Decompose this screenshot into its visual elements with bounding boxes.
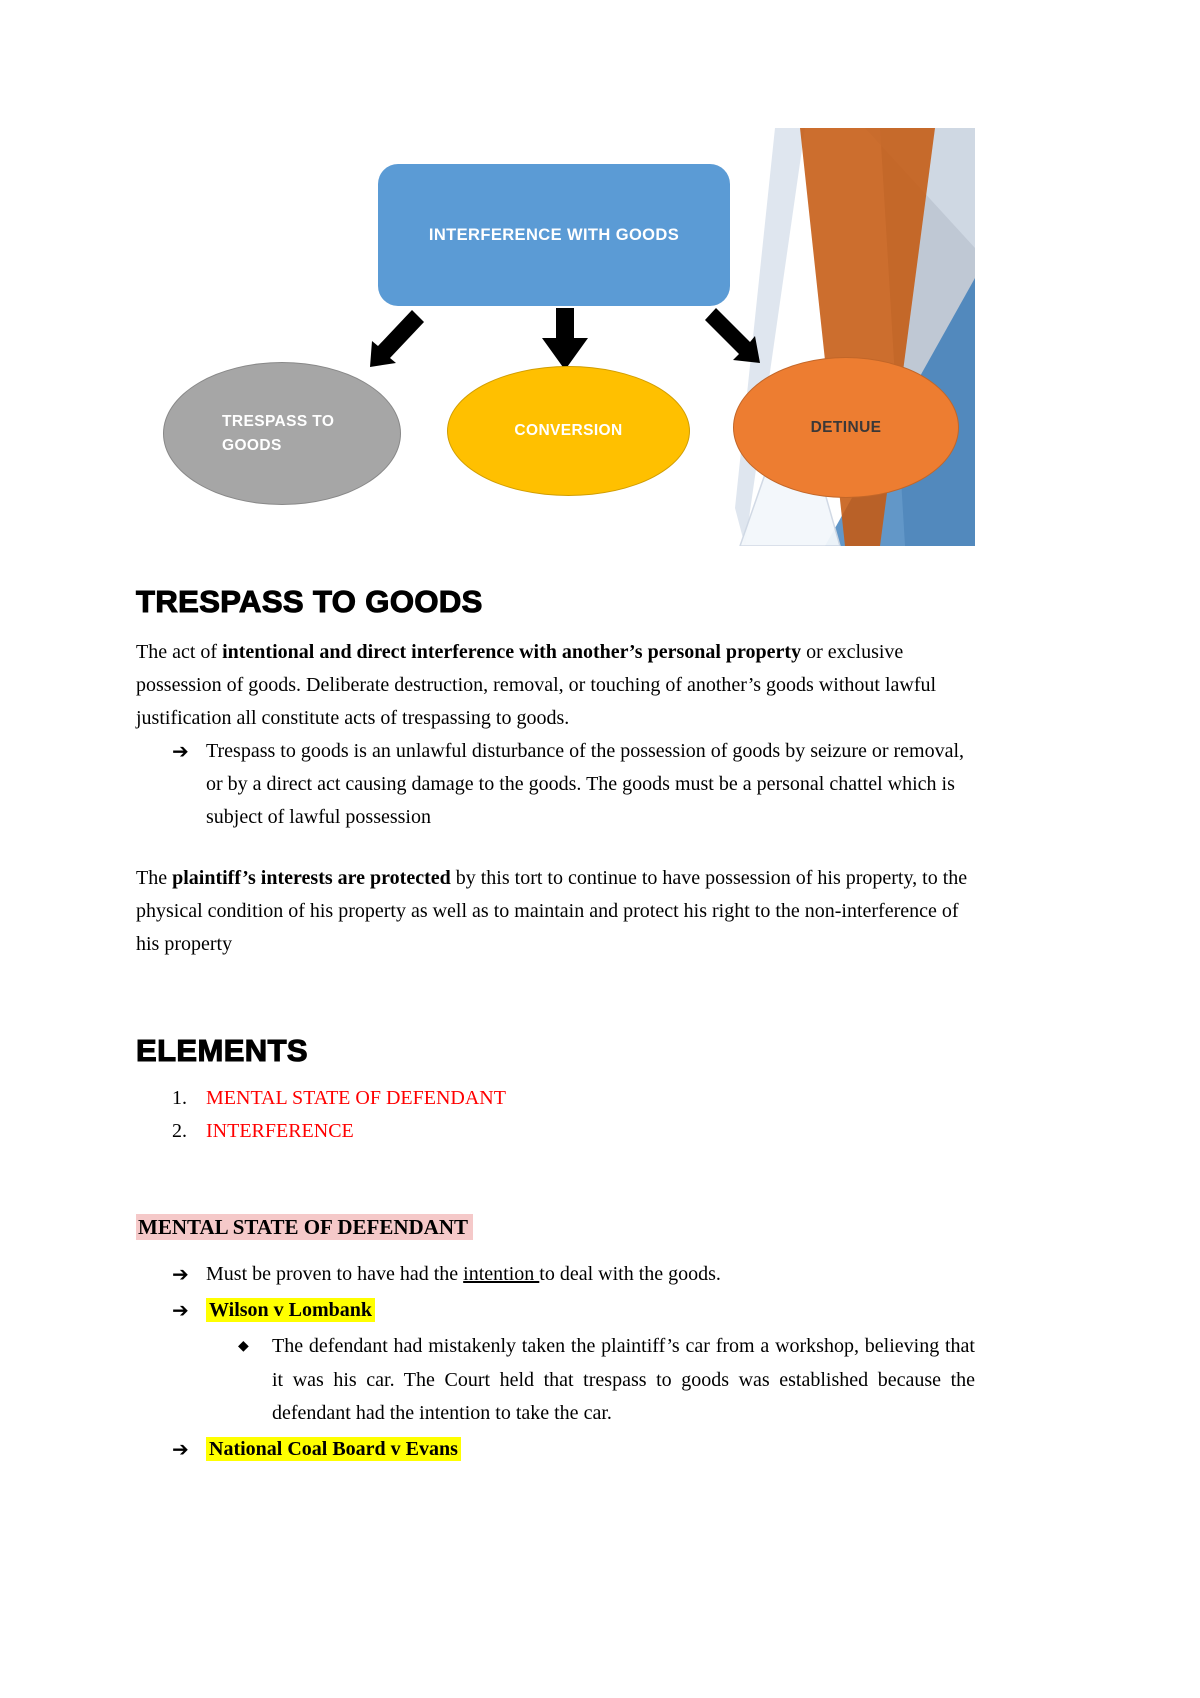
case-name-highlighted: National Coal Board v Evans [206, 1437, 461, 1461]
paragraph-definition [136, 636, 975, 736]
arrow-bullet-icon: ➔ [172, 1298, 189, 1323]
text-run: by this tort to continue to have possession of his property, to the physical condition of his property as well as to maintain and protect his right to the non-interference of his property [136, 866, 968, 956]
text-run: Must be proven to have had the [206, 1263, 464, 1286]
text-run-bold: plaintiff’s interests are protected [172, 866, 451, 889]
heading-mental-state [136, 1210, 975, 1245]
node-detinue [733, 357, 959, 498]
node-label: CONVERSION [514, 422, 623, 440]
list-number: 1. [172, 1086, 187, 1109]
diamond-bullet-icon: ◆ [238, 1338, 249, 1355]
bullet-text: The defendant had mistakenly taken the plaintiff’s car from a workshop, believing that it was his car. The Court held that trespass to goods was established because the defendant had the intention to take the car. [272, 1335, 975, 1424]
bullet-text [206, 1433, 975, 1466]
bullet-item-disturbance [172, 735, 975, 835]
node-label: DETINUE [810, 418, 882, 436]
text-run: The [136, 866, 173, 889]
elements-numbered-list [172, 1082, 975, 1148]
document-body [0, 586, 1200, 1466]
arrow-bullet-icon: ➔ [172, 1436, 189, 1461]
paragraph-plaintiff-interests [136, 862, 975, 962]
highlighted-heading-text: MENTAL STATE OF DEFENDANT [136, 1214, 473, 1240]
list-item-label: INTERFERENCE [206, 1119, 354, 1142]
node-interference-with-goods [378, 164, 730, 306]
bullet-item-intention [172, 1258, 975, 1291]
bullet-item-case-wilson [172, 1294, 975, 1327]
arrow-bullet-icon: ➔ [172, 739, 189, 764]
arrow-down-right-icon [705, 308, 760, 363]
heading-elements: ELEMENTS [136, 1033, 308, 1069]
bullet-text [206, 1294, 975, 1327]
arrow-bullet-icon: ➔ [172, 1262, 189, 1287]
list-item [172, 1115, 975, 1148]
list-item [172, 1082, 975, 1115]
node-conversion [447, 366, 690, 496]
text-run-bold: intentional and direct interference with another’s personal property [222, 640, 802, 663]
text-run: The act of [136, 640, 223, 663]
text-run-underlined: intention [463, 1263, 540, 1286]
arrow-down-left-icon [370, 310, 424, 367]
list-item-label: MENTAL STATE OF DEFENDANT [206, 1086, 506, 1109]
bullet-text: Trespass to goods is an unlawful disturbance of the possession of goods by seizure or removal, or by a direct act causing damage to the goods. The goods must be a personal chattel which is subject of lawful possession [206, 740, 965, 829]
interference-smartart-diagram [0, 0, 1200, 556]
case-name-highlighted: Wilson v Lombank [206, 1298, 375, 1322]
text-run: to deal with the goods. [539, 1263, 721, 1286]
bullet-item-case-ncb [172, 1433, 975, 1466]
heading-trespass-to-goods: TRESPASS TO GOODS [136, 584, 483, 619]
sub-bullet-case-wilson-detail [238, 1330, 975, 1430]
bullet-text [206, 1258, 975, 1291]
arrow-down-icon [542, 308, 588, 370]
node-label: TRESPASS TO GOODS [222, 413, 335, 454]
list-number: 2. [172, 1119, 187, 1142]
text-run: or exclusive possession of goods. Deliberate destruction, removal, or touching of another’s goods without lawful justification all constitute acts of trespassing to goods. [136, 640, 937, 729]
diagram-arrows [328, 308, 788, 373]
node-label: INTERFERENCE WITH GOODS [428, 225, 680, 244]
node-trespass-to-goods [163, 362, 401, 505]
